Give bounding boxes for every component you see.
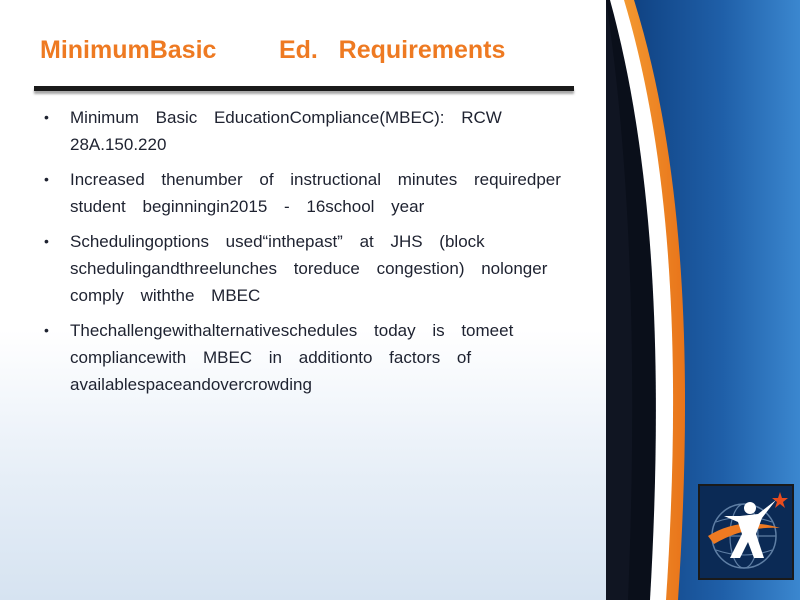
bullet-text: Minimum Basic EducationCompliance(MBEC): RCW 28A.150.220 bbox=[70, 108, 502, 154]
title-divider bbox=[34, 86, 574, 91]
bullet-text: Thechallengewithalternativeschedules today is tomeet compliancewith MBEC in additionto factors of availablespaceandovercrowding bbox=[70, 321, 514, 394]
bullet-text: Schedulingoptions used“inthepast” at JHS (block schedulingandthreelunches toreduce congestion) nolonger comply withthe MBEC bbox=[70, 232, 548, 305]
bullet-item bbox=[42, 166, 562, 220]
slide-title: MinimumBasic Ed. Requirements bbox=[40, 36, 506, 64]
bullet-point-icon: • bbox=[44, 322, 49, 338]
school-district-logo-icon bbox=[700, 486, 792, 578]
bullet-item bbox=[42, 104, 562, 158]
bullet-point-icon: • bbox=[44, 233, 49, 249]
school-district-logo bbox=[698, 484, 794, 580]
bullet-item bbox=[42, 228, 562, 309]
bullet-text: Increased thenumber of instructional minutes requiredper student beginningin2015 - 16school year bbox=[70, 170, 561, 216]
bullet-list bbox=[42, 104, 562, 406]
bullet-item bbox=[42, 317, 562, 398]
bullet-point-icon: • bbox=[44, 171, 49, 187]
bullet-point-icon: • bbox=[44, 109, 49, 125]
